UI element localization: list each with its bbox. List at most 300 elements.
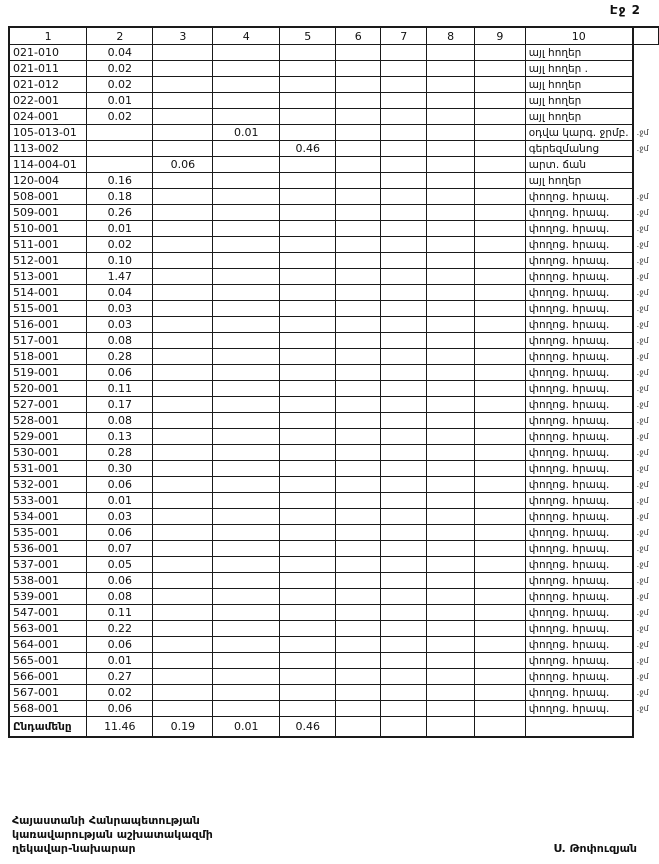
value-col4-cell	[213, 653, 280, 669]
margin-note: .ջմ	[636, 704, 649, 713]
value-col4-cell	[213, 509, 280, 525]
empty-col7-cell	[381, 141, 427, 157]
land-use-cell: այլ հողեր	[525, 173, 632, 189]
value-col4-cell	[213, 333, 280, 349]
table-body	[9, 45, 659, 738]
empty-col8-cell	[427, 717, 475, 738]
value-col2-cell: 0.28	[87, 349, 153, 365]
land-use-cell: փողոց. հրապ.	[525, 381, 632, 397]
value-col4-cell	[213, 45, 280, 61]
land-use-cell: այլ հողեր	[525, 93, 632, 109]
empty-col6-cell	[336, 477, 381, 493]
value-col5-cell	[280, 429, 336, 445]
value-col4-cell	[213, 461, 280, 477]
value-col3-cell	[153, 173, 213, 189]
table-row	[9, 221, 659, 237]
empty-col8-cell	[427, 189, 475, 205]
empty-col8-cell	[427, 349, 475, 365]
empty-col9-cell	[475, 509, 526, 525]
value-col4-cell	[213, 365, 280, 381]
table-row	[9, 685, 659, 701]
margin-note: .ջմ	[636, 352, 649, 361]
value-col5-cell	[280, 221, 336, 237]
table-row	[9, 525, 659, 541]
value-col5-cell	[280, 605, 336, 621]
empty-col7-cell	[381, 557, 427, 573]
table-row	[9, 189, 659, 205]
empty-col9-cell	[475, 61, 526, 77]
column-header-1: 1	[9, 27, 87, 45]
value-col5-cell	[280, 285, 336, 301]
empty-col9-cell	[475, 333, 526, 349]
empty-col8-cell	[427, 509, 475, 525]
value-col4-cell: 0.01	[213, 125, 280, 141]
value-col4-cell	[213, 621, 280, 637]
parcel-code-cell: 528-001	[9, 413, 87, 429]
value-col3-cell	[153, 125, 213, 141]
value-col5-cell	[280, 461, 336, 477]
value-col4-cell	[213, 445, 280, 461]
empty-col9-cell	[475, 301, 526, 317]
margin-note: .ջմ	[636, 544, 649, 553]
empty-col9-cell	[475, 397, 526, 413]
empty-col9-cell	[475, 77, 526, 93]
empty-col6-cell	[336, 141, 381, 157]
land-use-cell: փողոց. հրապ.	[525, 365, 632, 381]
table-header-row	[9, 27, 659, 45]
table-row	[9, 157, 659, 173]
land-use-cell: փողոց. հրապ.	[525, 221, 632, 237]
empty-col6-cell	[336, 445, 381, 461]
parcel-code-cell: 512-001	[9, 253, 87, 269]
parcel-code-cell: 105-013-01	[9, 125, 87, 141]
footer-line-3: ղեկավար-նախարար	[12, 842, 136, 855]
parcel-code-cell: 021-011	[9, 61, 87, 77]
table-row	[9, 589, 659, 605]
empty-col7-cell	[381, 381, 427, 397]
table-row	[9, 205, 659, 221]
empty-col7-cell	[381, 509, 427, 525]
table-row	[9, 93, 659, 109]
empty-col8-cell	[427, 253, 475, 269]
column-header-8: 8	[427, 27, 475, 45]
empty-col9-cell	[475, 205, 526, 221]
value-col3-cell	[153, 605, 213, 621]
empty-col7-cell	[381, 109, 427, 125]
empty-col7-cell	[381, 413, 427, 429]
margin-note: .ջմ	[636, 192, 649, 201]
value-col4-cell	[213, 141, 280, 157]
value-col4-cell	[213, 413, 280, 429]
value-col4-cell	[213, 525, 280, 541]
value-col5-cell	[280, 349, 336, 365]
empty-col6-cell	[336, 301, 381, 317]
land-use-cell: փողոց. հրապ.	[525, 301, 632, 317]
value-col2-cell: 0.04	[87, 285, 153, 301]
value-col5-cell	[280, 541, 336, 557]
value-col4-cell	[213, 109, 280, 125]
margin-note-header-spacer	[633, 27, 659, 45]
empty-col6-cell	[336, 589, 381, 605]
parcel-code-cell: 518-001	[9, 349, 87, 365]
margin-note: .ջմ	[636, 608, 649, 617]
table-row	[9, 77, 659, 93]
margin-note	[633, 109, 659, 125]
value-col4-cell	[213, 61, 280, 77]
column-header-3: 3	[153, 27, 213, 45]
value-col2-cell: 0.06	[87, 573, 153, 589]
value-col5-cell	[280, 125, 336, 141]
empty-col6-cell	[336, 717, 381, 738]
margin-note: .ջմ	[636, 208, 649, 217]
value-col3-cell	[153, 573, 213, 589]
parcel-code-cell: 568-001	[9, 701, 87, 717]
value-col2-cell: 0.18	[87, 189, 153, 205]
empty-col7-cell	[381, 45, 427, 61]
empty-col8-cell	[427, 301, 475, 317]
value-col5-cell	[280, 381, 336, 397]
value-col4-cell	[213, 205, 280, 221]
value-col5-cell	[280, 253, 336, 269]
table-row	[9, 637, 659, 653]
value-col2-cell: 0.30	[87, 461, 153, 477]
value-col3-cell	[153, 397, 213, 413]
empty-col7-cell	[381, 701, 427, 717]
value-col3-cell	[153, 509, 213, 525]
empty-col6-cell	[336, 269, 381, 285]
value-col5-cell	[280, 557, 336, 573]
margin-note: .ջմ	[636, 528, 649, 537]
empty-col7-cell	[381, 173, 427, 189]
empty-col7-cell	[381, 397, 427, 413]
empty-col8-cell	[427, 637, 475, 653]
empty-col7-cell	[381, 477, 427, 493]
empty-col7-cell	[381, 205, 427, 221]
table-row	[9, 573, 659, 589]
margin-note: .ջմ	[636, 464, 649, 473]
empty-col6-cell	[336, 685, 381, 701]
land-use-cell: փողոց. հրապ.	[525, 573, 632, 589]
empty-col8-cell	[427, 77, 475, 93]
empty-col9-cell	[475, 429, 526, 445]
empty-col9-cell	[475, 653, 526, 669]
empty-col7-cell	[381, 253, 427, 269]
value-col5-cell	[280, 477, 336, 493]
empty-col7-cell	[381, 221, 427, 237]
value-col5-cell	[280, 637, 336, 653]
value-col2-cell: 0.08	[87, 413, 153, 429]
value-col5-cell: 0.46	[280, 141, 336, 157]
table-row	[9, 365, 659, 381]
empty-col7-cell	[381, 493, 427, 509]
value-col2-cell: 0.01	[87, 221, 153, 237]
land-use-cell: այլ հողեր	[525, 77, 632, 93]
value-col5-cell	[280, 173, 336, 189]
column-header-9: 9	[475, 27, 526, 45]
parcel-code-cell: 120-004	[9, 173, 87, 189]
total-row	[9, 717, 659, 738]
value-col5-cell	[280, 269, 336, 285]
value-col3-cell	[153, 365, 213, 381]
value-col3-cell	[153, 285, 213, 301]
value-col2-cell: 0.17	[87, 397, 153, 413]
land-use-cell: փողոց. հրապ.	[525, 653, 632, 669]
table-row	[9, 477, 659, 493]
empty-col7-cell	[381, 269, 427, 285]
parcel-code-cell: 537-001	[9, 557, 87, 573]
empty-col9-cell	[475, 141, 526, 157]
parcel-code-cell: 547-001	[9, 605, 87, 621]
empty-col9-cell	[475, 445, 526, 461]
value-col4-cell: 0.01	[213, 717, 280, 738]
empty-col7-cell	[381, 189, 427, 205]
total-label-cell: Ընդամենը	[9, 717, 87, 738]
value-col5-cell	[280, 493, 336, 509]
margin-note: .ջմ	[636, 576, 649, 585]
empty-col6-cell	[336, 349, 381, 365]
value-col4-cell	[213, 349, 280, 365]
value-col4-cell	[213, 477, 280, 493]
value-col4-cell	[213, 285, 280, 301]
empty-col6-cell	[336, 61, 381, 77]
margin-note: .ջմ	[636, 128, 649, 137]
empty-col6-cell	[336, 397, 381, 413]
value-col3-cell	[153, 333, 213, 349]
empty-col9-cell	[475, 701, 526, 717]
value-col3-cell	[153, 301, 213, 317]
margin-note: .ջմ	[636, 592, 649, 601]
empty-col9-cell	[475, 125, 526, 141]
value-col5-cell	[280, 525, 336, 541]
value-col2-cell: 0.13	[87, 429, 153, 445]
value-col5-cell	[280, 93, 336, 109]
table-row	[9, 109, 659, 125]
empty-col6-cell	[336, 221, 381, 237]
value-col5-cell	[280, 109, 336, 125]
margin-note: .ջմ	[636, 336, 649, 345]
land-use-cell: փողոց. հրապ.	[525, 253, 632, 269]
column-header-10: 10	[525, 27, 632, 45]
margin-note: .ջմ	[636, 288, 649, 297]
value-col2-cell: 0.01	[87, 493, 153, 509]
value-col2-cell: 0.02	[87, 109, 153, 125]
empty-col7-cell	[381, 77, 427, 93]
value-col5-cell	[280, 509, 336, 525]
parcel-code-cell: 114-004-01	[9, 157, 87, 173]
value-col2-cell: 0.02	[87, 77, 153, 93]
empty-col6-cell	[336, 125, 381, 141]
empty-col7-cell	[381, 637, 427, 653]
empty-col9-cell	[475, 637, 526, 653]
land-use-cell: փողոց. հրապ.	[525, 589, 632, 605]
value-col2-cell: 0.02	[87, 237, 153, 253]
value-col3-cell	[153, 557, 213, 573]
parcel-code-cell: 511-001	[9, 237, 87, 253]
empty-col9-cell	[475, 541, 526, 557]
parcel-code-cell: 024-001	[9, 109, 87, 125]
land-use-cell: փողոց. հրապ.	[525, 429, 632, 445]
value-col5-cell	[280, 61, 336, 77]
margin-note	[633, 93, 659, 109]
empty-col6-cell	[336, 253, 381, 269]
empty-col6-cell	[336, 429, 381, 445]
empty-col6-cell	[336, 77, 381, 93]
land-use-cell: փողոց. հրապ.	[525, 461, 632, 477]
empty-col6-cell	[336, 525, 381, 541]
value-col4-cell	[213, 429, 280, 445]
value-col4-cell	[213, 269, 280, 285]
land-use-cell: փողոց. հրապ.	[525, 205, 632, 221]
empty-col9-cell	[475, 605, 526, 621]
land-use-cell: փողոց. հրապ.	[525, 333, 632, 349]
value-col2-cell: 0.10	[87, 253, 153, 269]
value-col3-cell	[153, 541, 213, 557]
empty-col9-cell	[475, 285, 526, 301]
value-col4-cell	[213, 637, 280, 653]
empty-col6-cell	[336, 237, 381, 253]
value-col5-cell	[280, 589, 336, 605]
empty-col7-cell	[381, 429, 427, 445]
empty-col6-cell	[336, 653, 381, 669]
value-col3-cell	[153, 253, 213, 269]
land-use-cell: փողոց. հրապ.	[525, 637, 632, 653]
value-col2-cell: 1.47	[87, 269, 153, 285]
value-col3-cell	[153, 493, 213, 509]
value-col4-cell	[213, 605, 280, 621]
empty-col9-cell	[475, 573, 526, 589]
empty-col8-cell	[427, 157, 475, 173]
margin-note: .ջմ	[636, 144, 649, 153]
value-col3-cell	[153, 205, 213, 221]
empty-col6-cell	[336, 157, 381, 173]
empty-col9-cell	[475, 349, 526, 365]
value-col4-cell	[213, 301, 280, 317]
parcel-code-cell: 520-001	[9, 381, 87, 397]
margin-note: .ջմ	[636, 432, 649, 441]
parcel-code-cell: 022-001	[9, 93, 87, 109]
value-col2-cell: 0.05	[87, 557, 153, 573]
value-col4-cell	[213, 221, 280, 237]
land-use-cell: փողոց. հրապ.	[525, 509, 632, 525]
empty-col6-cell	[336, 109, 381, 125]
land-use-cell: փողոց. հրապ.	[525, 237, 632, 253]
value-col5-cell	[280, 413, 336, 429]
margin-note: .ջմ	[636, 224, 649, 233]
land-use-cell: փողոց. հրապ.	[525, 685, 632, 701]
empty-col9-cell	[475, 365, 526, 381]
parcel-code-cell: 021-010	[9, 45, 87, 61]
empty-col6-cell	[336, 317, 381, 333]
parcel-code-cell: 531-001	[9, 461, 87, 477]
empty-col6-cell	[336, 381, 381, 397]
land-use-cell: փողոց. հրապ.	[525, 525, 632, 541]
value-col4-cell	[213, 669, 280, 685]
value-col4-cell	[213, 493, 280, 509]
value-col2-cell: 0.07	[87, 541, 153, 557]
parcel-code-cell: 564-001	[9, 637, 87, 653]
parcel-code-cell: 534-001	[9, 509, 87, 525]
land-use-cell: գերեզմանոց	[525, 141, 632, 157]
value-col4-cell	[213, 173, 280, 189]
empty-col9-cell	[475, 237, 526, 253]
value-col2-cell: 0.27	[87, 669, 153, 685]
value-col2-cell: 0.11	[87, 605, 153, 621]
table-row	[9, 621, 659, 637]
table-row	[9, 173, 659, 189]
empty-col7-cell	[381, 589, 427, 605]
empty-col8-cell	[427, 493, 475, 509]
footer-line-2: կառավարության աշխատակազմի	[12, 828, 213, 841]
table-row	[9, 493, 659, 509]
land-use-cell: փողոց. հրապ.	[525, 605, 632, 621]
value-col2-cell: 0.08	[87, 333, 153, 349]
value-col5-cell	[280, 365, 336, 381]
empty-col8-cell	[427, 237, 475, 253]
value-col4-cell	[213, 93, 280, 109]
value-col5-cell	[280, 701, 336, 717]
value-col4-cell	[213, 189, 280, 205]
empty-col7-cell	[381, 621, 427, 637]
column-header-6: 6	[336, 27, 381, 45]
value-col2-cell: 0.08	[87, 589, 153, 605]
value-col3-cell	[153, 653, 213, 669]
margin-note	[633, 157, 659, 173]
empty-col9-cell	[475, 525, 526, 541]
empty-col7-cell	[381, 93, 427, 109]
empty-col9-cell	[475, 685, 526, 701]
parcel-code-cell: 535-001	[9, 525, 87, 541]
empty-col6-cell	[336, 205, 381, 221]
empty-col9-cell	[475, 493, 526, 509]
empty-col8-cell	[427, 605, 475, 621]
empty-col7-cell	[381, 541, 427, 557]
value-col2-cell	[87, 141, 153, 157]
empty-col7-cell	[381, 285, 427, 301]
land-use-cell: փողոց. հրապ.	[525, 493, 632, 509]
empty-col6-cell	[336, 605, 381, 621]
empty-col8-cell	[427, 429, 475, 445]
empty-col9-cell	[475, 381, 526, 397]
value-col4-cell	[213, 685, 280, 701]
value-col3-cell	[153, 637, 213, 653]
empty-col8-cell	[427, 365, 475, 381]
value-col4-cell	[213, 237, 280, 253]
value-col5-cell	[280, 333, 336, 349]
empty-col9-cell	[475, 221, 526, 237]
empty-col6-cell	[336, 701, 381, 717]
value-col2-cell: 0.02	[87, 61, 153, 77]
value-col4-cell	[213, 397, 280, 413]
table-row	[9, 45, 659, 61]
empty-col8-cell	[427, 205, 475, 221]
land-parcel-table	[8, 26, 659, 738]
empty-col9-cell	[475, 189, 526, 205]
empty-col7-cell	[381, 237, 427, 253]
margin-note	[633, 77, 659, 93]
empty-col9-cell	[475, 461, 526, 477]
empty-col9-cell	[475, 589, 526, 605]
empty-col7-cell	[381, 317, 427, 333]
empty-col9-cell	[475, 669, 526, 685]
empty-col6-cell	[336, 493, 381, 509]
value-col4-cell	[213, 157, 280, 173]
table-row	[9, 269, 659, 285]
empty-col6-cell	[336, 413, 381, 429]
empty-col8-cell	[427, 93, 475, 109]
margin-note: .ջմ	[636, 656, 649, 665]
value-col5-cell	[280, 157, 336, 173]
value-col5-cell	[280, 445, 336, 461]
